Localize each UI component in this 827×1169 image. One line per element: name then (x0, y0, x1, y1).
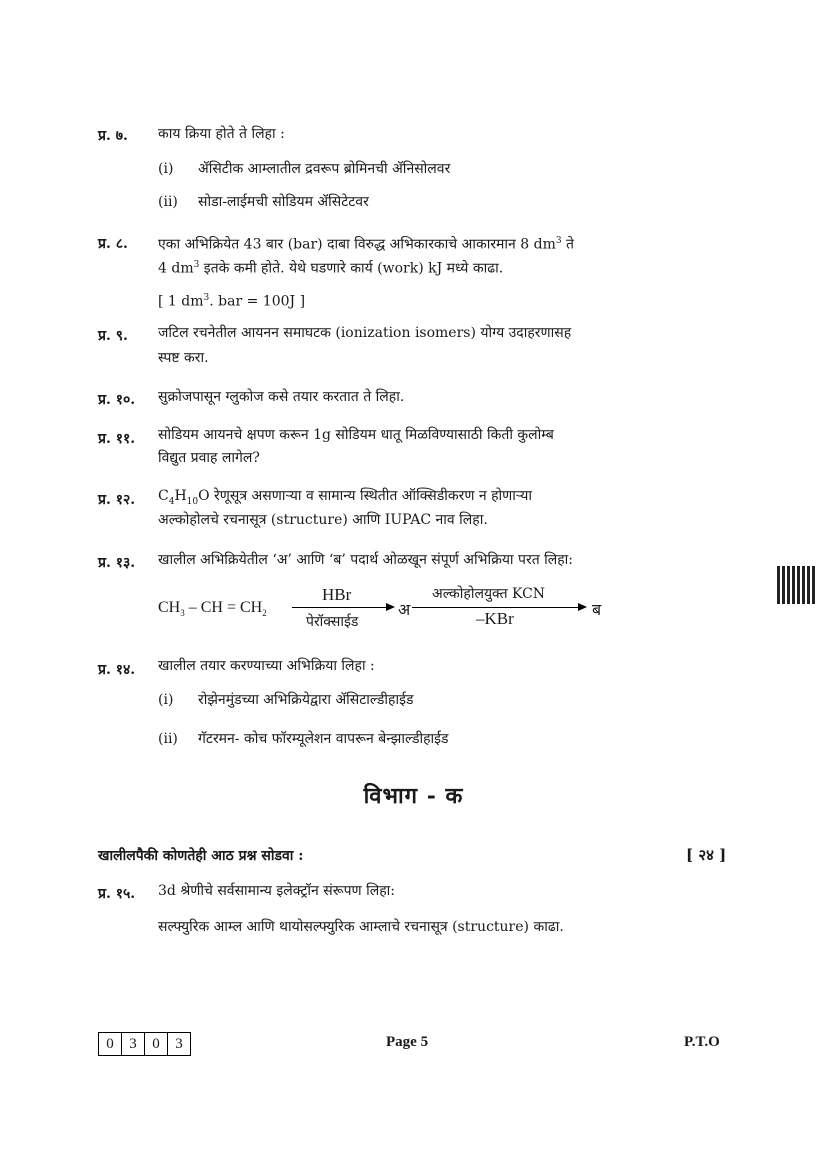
q13-number: प्र. १३. (98, 555, 136, 571)
q15-line1: 3d श्रेणीचे सर्वसामान्य इलेक्ट्रॉन संरूपण लिहा: (158, 883, 396, 899)
q15-line2: सल्फ्युरिक आम्ल आणि थायोसल्फ्युरिक आम्लाचे रचनासूत्र (structure) काढा. (158, 919, 564, 935)
q13-text: खालील अभिक्रियेतील ‘अ’ आणि ‘ब’ पदार्थ ओळखून संपूर्ण अभिक्रिया परत लिहा: (158, 552, 574, 568)
q7-part-ii-text: सोडा-लाईमची सोडियम ॲसिटेटवर (198, 194, 369, 210)
arrow2-top-label: अल्कोहोलयुक्त KCN (432, 586, 546, 602)
q14-number: प्र. १४. (98, 662, 136, 678)
q7-part-i-label: (i) (158, 161, 174, 177)
paper-code-digit: 0 (145, 1033, 168, 1055)
q11-line1: सोडियम आयनचे क्षपण करून 1g सोडियम धातू मिळविण्यासाठी किती कुलोम्ब (158, 427, 554, 443)
q12-line1: $C_4H_{10}O$ रेणूसूत्र असणाऱ्या व सामान्य स्थितीत ऑक्सिडीकरण न होणाऱ्या (158, 488, 532, 507)
product-a: अ (398, 602, 411, 619)
q14-part-i-label: (i) (158, 692, 174, 708)
arrow1-head (386, 603, 395, 611)
q8-line1: एका अभिक्रियेत 43 बार (bar) दाबा विरुद्ध अभिकारकाचे आकारमान 8 $dm^3$ ते (158, 236, 575, 253)
q8-number: प्र. ८. (98, 236, 128, 252)
paper-code-digit: 3 (175, 1036, 183, 1052)
q14-part-ii-label: (ii) (158, 731, 178, 747)
arrow1-bottom-label: पेरॉक्साईड (306, 614, 359, 630)
q15-number: प्र. १५. (98, 886, 136, 902)
q7-part-i-text: ॲसिटीक आम्लातील द्रवरूप ब्रोमिनची ॲनिसोलवर (198, 161, 451, 177)
q8-line2: 4 $dm^3$ इतके कमी होते. येथे घडणारे कार्य (work) kJ मध्ये काढा. (158, 260, 504, 277)
pto-label: P.T.O (684, 1034, 720, 1050)
paper-code-box (98, 1032, 191, 1056)
product-b: ब (592, 602, 602, 619)
q12-line2: अल्कोहोलचे रचनासूत्र (structure) आणि IUPAC नाव लिहा. (158, 512, 488, 528)
arrow2-shaft (412, 607, 580, 608)
q9-number: प्र. ९. (98, 328, 128, 344)
page-number: Page 5 (386, 1034, 429, 1050)
q10-text: सुक्रोजपासून ग्लुकोज कसे तयार करतात ते लिहा. (158, 389, 405, 405)
reaction-reactant: $CH_3$ – CH = $CH_2$ (158, 599, 267, 619)
q10-number: प्र. १०. (98, 392, 136, 408)
section-marks: [ २४ ] (686, 846, 727, 864)
q14-part-ii-text: गॅटरमन- कोच फॉरम्यूलेशन वापरून बेन्झाल्डीहाईड (198, 731, 449, 747)
q14-part-i-text: रोझेनमुंडच्या अभिक्रियेद्वारा ॲसिटाल्डीहाईड (198, 692, 414, 708)
section-instruction: खालीलपैकी कोणतेही आठ प्रश्न सोडवा : (98, 848, 304, 864)
q11-number: प्र. ११. (98, 431, 136, 447)
qr-code-icon (777, 566, 815, 604)
arrow1-shaft (292, 607, 388, 608)
q9-line1: जटिल रचनेतील आयनन समाघटक (ionization isomers) योग्य उदाहरणासह (158, 325, 572, 341)
q12-number: प्र. १२. (98, 492, 136, 508)
paper-code-digit: 3 (122, 1033, 145, 1055)
q9-line2: स्पष्ट करा. (158, 350, 209, 366)
arrow2-head (578, 603, 587, 611)
arrow1-top-label: HBr (322, 585, 352, 604)
section-title: विभाग - क (363, 783, 464, 809)
q14-text: खालील तयार करण्याच्या अभिक्रिया लिहा : (158, 658, 375, 674)
q8-note: [ 1 $dm^3$. bar = 100J ] (158, 293, 306, 310)
q11-line2: विद्युत प्रवाह लागेल? (158, 450, 260, 466)
q7-text: काय क्रिया होते ते लिहा : (158, 126, 285, 142)
paper-code-digit: 0 (99, 1033, 122, 1055)
q7-number: प्र. ७. (98, 128, 128, 144)
arrow2-bottom-label: –KBr (476, 609, 514, 628)
q7-part-ii-label: (ii) (158, 194, 178, 210)
